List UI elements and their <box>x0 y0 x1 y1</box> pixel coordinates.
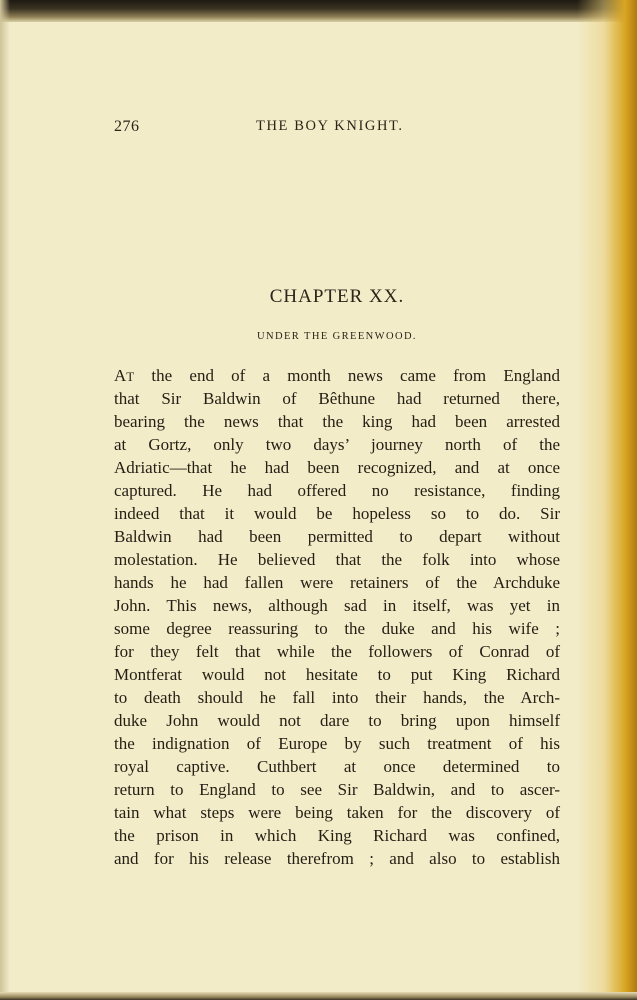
text-line: the indignation of Europe by such treatment of his <box>114 734 560 753</box>
page-top-edge <box>0 0 637 22</box>
text-line: duke John would not dare to bring upon himself <box>114 711 560 730</box>
text-line: hands he had fallen were retainers of the Archduke <box>114 573 560 592</box>
text-line: molestation. He believed that the folk into whose <box>114 550 560 569</box>
page-header <box>114 118 560 138</box>
running-head: THE BOY KNIGHT. <box>256 118 404 134</box>
chapter-subtitle: UNDER THE GREENWOOD. <box>257 331 417 342</box>
text-line: AT the end of a month news came from England <box>114 366 560 385</box>
page-left-edge <box>0 0 10 1000</box>
text-line: and for his release therefrom ; and also to establish <box>114 849 560 868</box>
text-line: Montferat would not hesitate to put King Richard <box>114 665 560 684</box>
text-line: the prison in which King Richard was confined, <box>114 826 560 845</box>
text-line: Baldwin had been permitted to depart without <box>114 527 560 546</box>
body-text <box>114 364 560 870</box>
page-right-gilt-edge <box>577 0 637 1000</box>
page-number: 276 <box>114 118 140 135</box>
text-line: some degree reassuring to the duke and his wife ; <box>114 619 560 638</box>
text-line: John. This news, although sad in itself, was yet in <box>114 596 560 615</box>
text-line: captured. He had offered no resistance, finding <box>114 481 560 500</box>
text-line: royal captive. Cuthbert at once determined to <box>114 757 560 776</box>
text-line: indeed that it would be hopeless so to do. Sir <box>114 504 560 523</box>
text-line: bearing the news that the king had been arrested <box>114 412 560 431</box>
text-line: at Gortz, only two days’ journey north of the <box>114 435 560 454</box>
text-line: return to England to see Sir Baldwin, and to ascer- <box>114 780 560 799</box>
text-line: to death should he fall into their hands, the Arch- <box>114 688 560 707</box>
text-line: that Sir Baldwin of Bêthune had returned there, <box>114 389 560 408</box>
page-bottom-edge <box>0 992 637 1000</box>
text-line: tain what steps were being taken for the discovery of <box>114 803 560 822</box>
chapter-title: CHAPTER XX. <box>269 286 405 307</box>
text-line: for they felt that while the followers of Conrad of <box>114 642 560 661</box>
text-line: Adriatic—that he had been recognized, and at once <box>114 458 560 477</box>
